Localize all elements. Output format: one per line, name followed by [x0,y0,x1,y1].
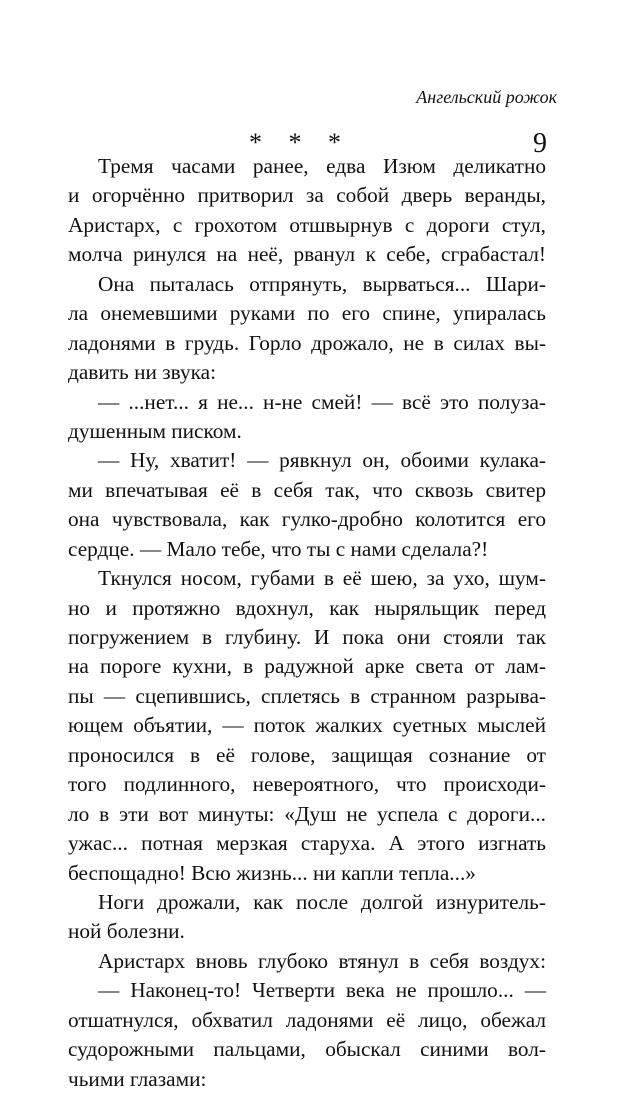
text-line: чьими глазами: [68,1066,207,1091]
text-line: ной болезни. [68,919,185,944]
text-line: давить ни звука: [68,360,216,385]
text-line: Ноги дрожали, как после долгой изнуритель- [98,889,546,914]
text-line: отшатнулся, обхватил ладонями её лицо, обежал [68,1007,546,1032]
text-line: но и протяжно вдохнул, как ныряльщик перед [68,595,546,620]
text-line: ющем объятии, — поток жалких суетных мыслей [68,713,546,738]
text-line: беспощадно! Всю жизнь... ни капли тепла...» [68,860,476,885]
text-line: ужас... потная мерзкая старуха. А этого изгнать [68,831,546,856]
body-text [68,152,546,1094]
text-line: Аристарх, с грохотом отшвырнув с дороги стул, [68,212,546,237]
text-line: и огорчённо притворил за собой дверь веранды, [68,183,546,208]
text-line: ладонями в грудь. Горло дрожало, не в силах вы- [68,330,546,355]
text-line: погружением в глубину. И пока они стояли так [68,625,546,649]
text-line: душенным писком. [68,418,242,443]
running-head: Ангельский рожок [416,87,557,107]
text-line: ла онемевшими руками по его спине, упиралась [68,301,546,326]
section-break: * * * [249,128,351,157]
text-line: — Наконец-то! Четверти века не прошло... — [98,978,546,1003]
text-line: Аристарх вновь глубоко втянул в себя воздух: [98,948,546,973]
text-line: Тремя часами ранее, едва Изюм деликатно [98,154,546,178]
text-line: пы — сцепившись, сплетясь в странном разрыва- [68,683,546,708]
text-line: Ткнулся носом, губами в её шею, за ухо, шум- [98,566,546,591]
text-line: Она пыталась отпрянуть, вырваться... Шари- [98,271,546,296]
text-line: ми впечатывая её в себя так, что сквозь свитер [68,477,546,502]
page-number: 9 [533,128,547,159]
text-line: сердце. — Мало тебе, что ты с нами сделала?! [68,536,489,561]
text-line: ло в эти вот минуты: «Душ не успела с дороги... [68,801,546,826]
text-line: проносился в её голове, защищая сознание от [68,742,546,767]
text-line: — ...нет... я не... н-не смей! — всё это полуза- [98,389,546,414]
text-line: судорожными пальцами, обыскал синими вол- [68,1037,546,1062]
text-line: она чувствовала, как гулко-дробно колотится его [68,507,546,532]
text-line: — Ну, хватит! — рявкнул он, обоими кулака- [98,448,546,473]
text-line: на пороге кухни, в радужной арке света от лам- [68,654,546,679]
text-line: молча ринулся на неё, рванул к себе, сграбастал! [68,242,546,267]
text-line: того подлинного, невероятного, что происходи- [68,772,546,797]
